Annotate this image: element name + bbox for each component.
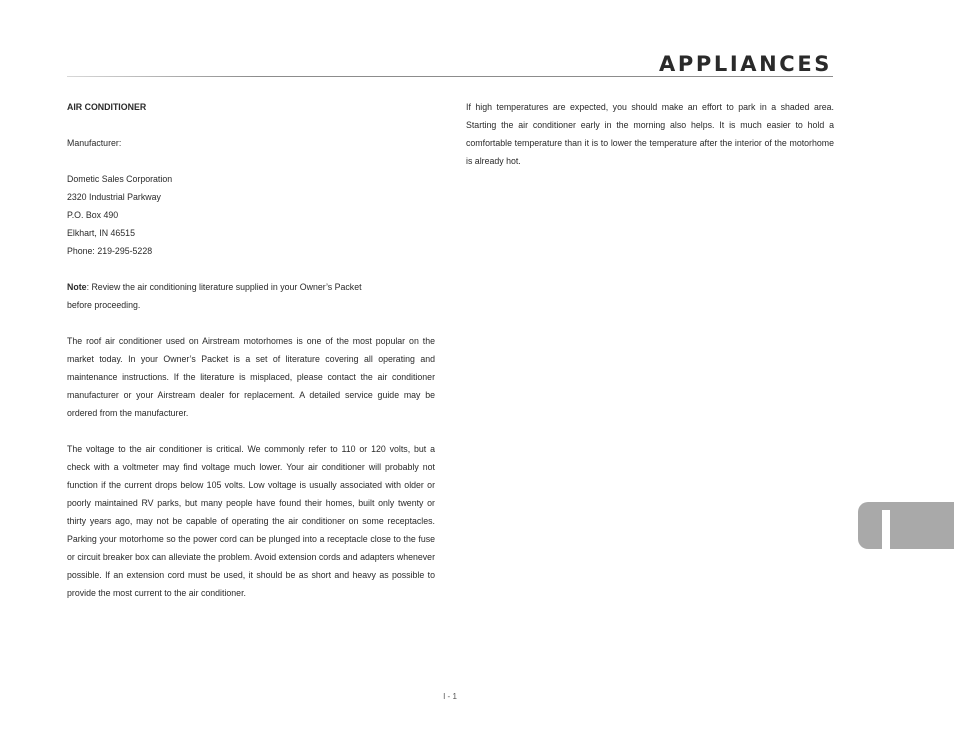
address-line-street: 2320 Industrial Parkway (67, 192, 161, 202)
paragraph-voltage: The voltage to the air conditioner is critical. We commonly refer to 110 or 120 volts, but a check with a voltmeter may find voltage much lower. Your air conditioner will probably not function if the current drops below 105 volts. Low voltage is usually associated with older or poorly maintained RV parks, but many people have found their homes, built only twenty or thirty years ago, may not be capable of operating the air conditioner on some receptacles. Parking your motorhome so the power cord can be plunged into a receptacle close to the fuse or circuit breaker box can alleviate the problem. Avoid extension cords and adapters whenever possible. If an extension cord must be used, it should be as short and heavy as possible to provide the most current to the air conditioner. (67, 444, 435, 598)
spacer (67, 260, 435, 278)
note-label: Note (67, 282, 87, 292)
section-heading: AIR CONDITIONER (67, 102, 147, 112)
spacer (67, 152, 435, 170)
address-line-phone: Phone: 219-295-5228 (67, 246, 153, 256)
paragraph-roof-air-conditioner: The roof air conditioner used on Airstream motorhomes is one of the most popular on the market today. In your Owner’s Packet is a set of literature covering all operating and maintenance instructions. If the literature is misplaced, please contact the air conditioner manufacturer or your Airstream dealer for replacement. A detailed service guide may be ordered from the manufacturer. (67, 336, 435, 418)
section-tab-letter-i-icon (882, 510, 890, 549)
right-column (466, 98, 834, 170)
address-line-po-box: P.O. Box 490 (67, 210, 119, 220)
manufacturer-label: Manufacturer: (67, 138, 122, 148)
page-header-title: APPLIANCES (659, 52, 832, 76)
left-column (67, 98, 435, 602)
spacer (67, 422, 435, 440)
page-number: I - 1 (443, 692, 457, 701)
address-line-company: Dometic Sales Corporation (67, 174, 173, 184)
note-text: : Review the air conditioning literature supplied in your Owner’s Packet (86, 282, 362, 292)
spacer (67, 314, 435, 332)
address-line-city: Elkhart, IN 46515 (67, 228, 135, 238)
note-text-continued: before proceeding. (67, 300, 141, 310)
paragraph-high-temperatures: If high temperatures are expected, you should make an effort to park in a shaded area. Starting the air conditioner early in the morning also helps. It is much easier to hold a comfortable temperature than it is to lower the temperature after the interior of the motorhome is already hot. (466, 102, 834, 166)
section-tab (858, 502, 954, 549)
spacer (67, 116, 435, 134)
header-rule (67, 76, 833, 77)
note-line (67, 278, 435, 296)
